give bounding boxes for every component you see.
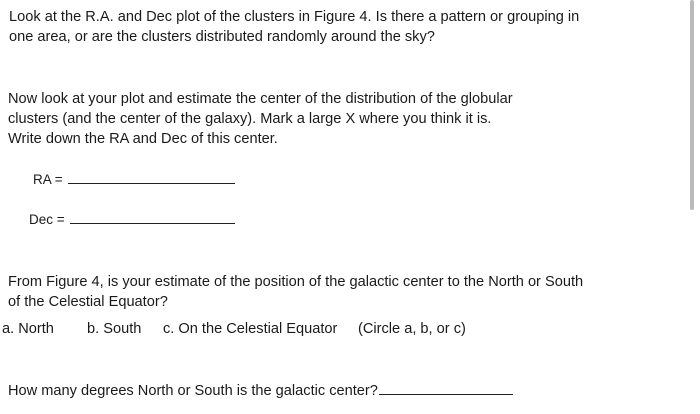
- question-4-row: [8, 381, 513, 401]
- scrollbar[interactable]: [690, 0, 694, 210]
- question-1-line-1: Look at the R.A. and Dec plot of the clusters in Figure 4. Is there a pattern or grouping in: [9, 9, 580, 25]
- question-3-line-2: of the Celestial Equator?: [8, 294, 168, 310]
- option-b-south: b. South: [87, 321, 142, 337]
- dec-label: Dec =: [29, 212, 65, 227]
- degrees-answer-blank[interactable]: [379, 382, 513, 395]
- question-1-line-2: one area, or are the clusters distributed randomly around the sky?: [9, 29, 435, 45]
- ra-answer-row: [33, 171, 235, 189]
- question-2-line-1: Now look at your plot and estimate the center of the distribution of the globular: [8, 91, 513, 107]
- option-c-celestial-equator: c. On the Celestial Equator: [163, 321, 338, 337]
- circle-instruction: (Circle a, b, or c): [358, 321, 466, 337]
- dec-answer-row: [29, 211, 235, 229]
- question-2-line-2: clusters (and the center of the galaxy). Mark a large X where you think it is.: [8, 111, 492, 127]
- option-a-north: a. North: [2, 321, 54, 337]
- question-4-text: How many degrees North or South is the galactic center?: [8, 383, 378, 399]
- question-2-line-3: Write down the RA and Dec of this center.: [8, 131, 278, 147]
- ra-answer-blank[interactable]: [68, 171, 235, 184]
- dec-answer-blank[interactable]: [70, 211, 235, 224]
- question-3-line-1: From Figure 4, is your estimate of the position of the galactic center to the North or South: [8, 274, 584, 290]
- ra-label: RA =: [33, 172, 63, 187]
